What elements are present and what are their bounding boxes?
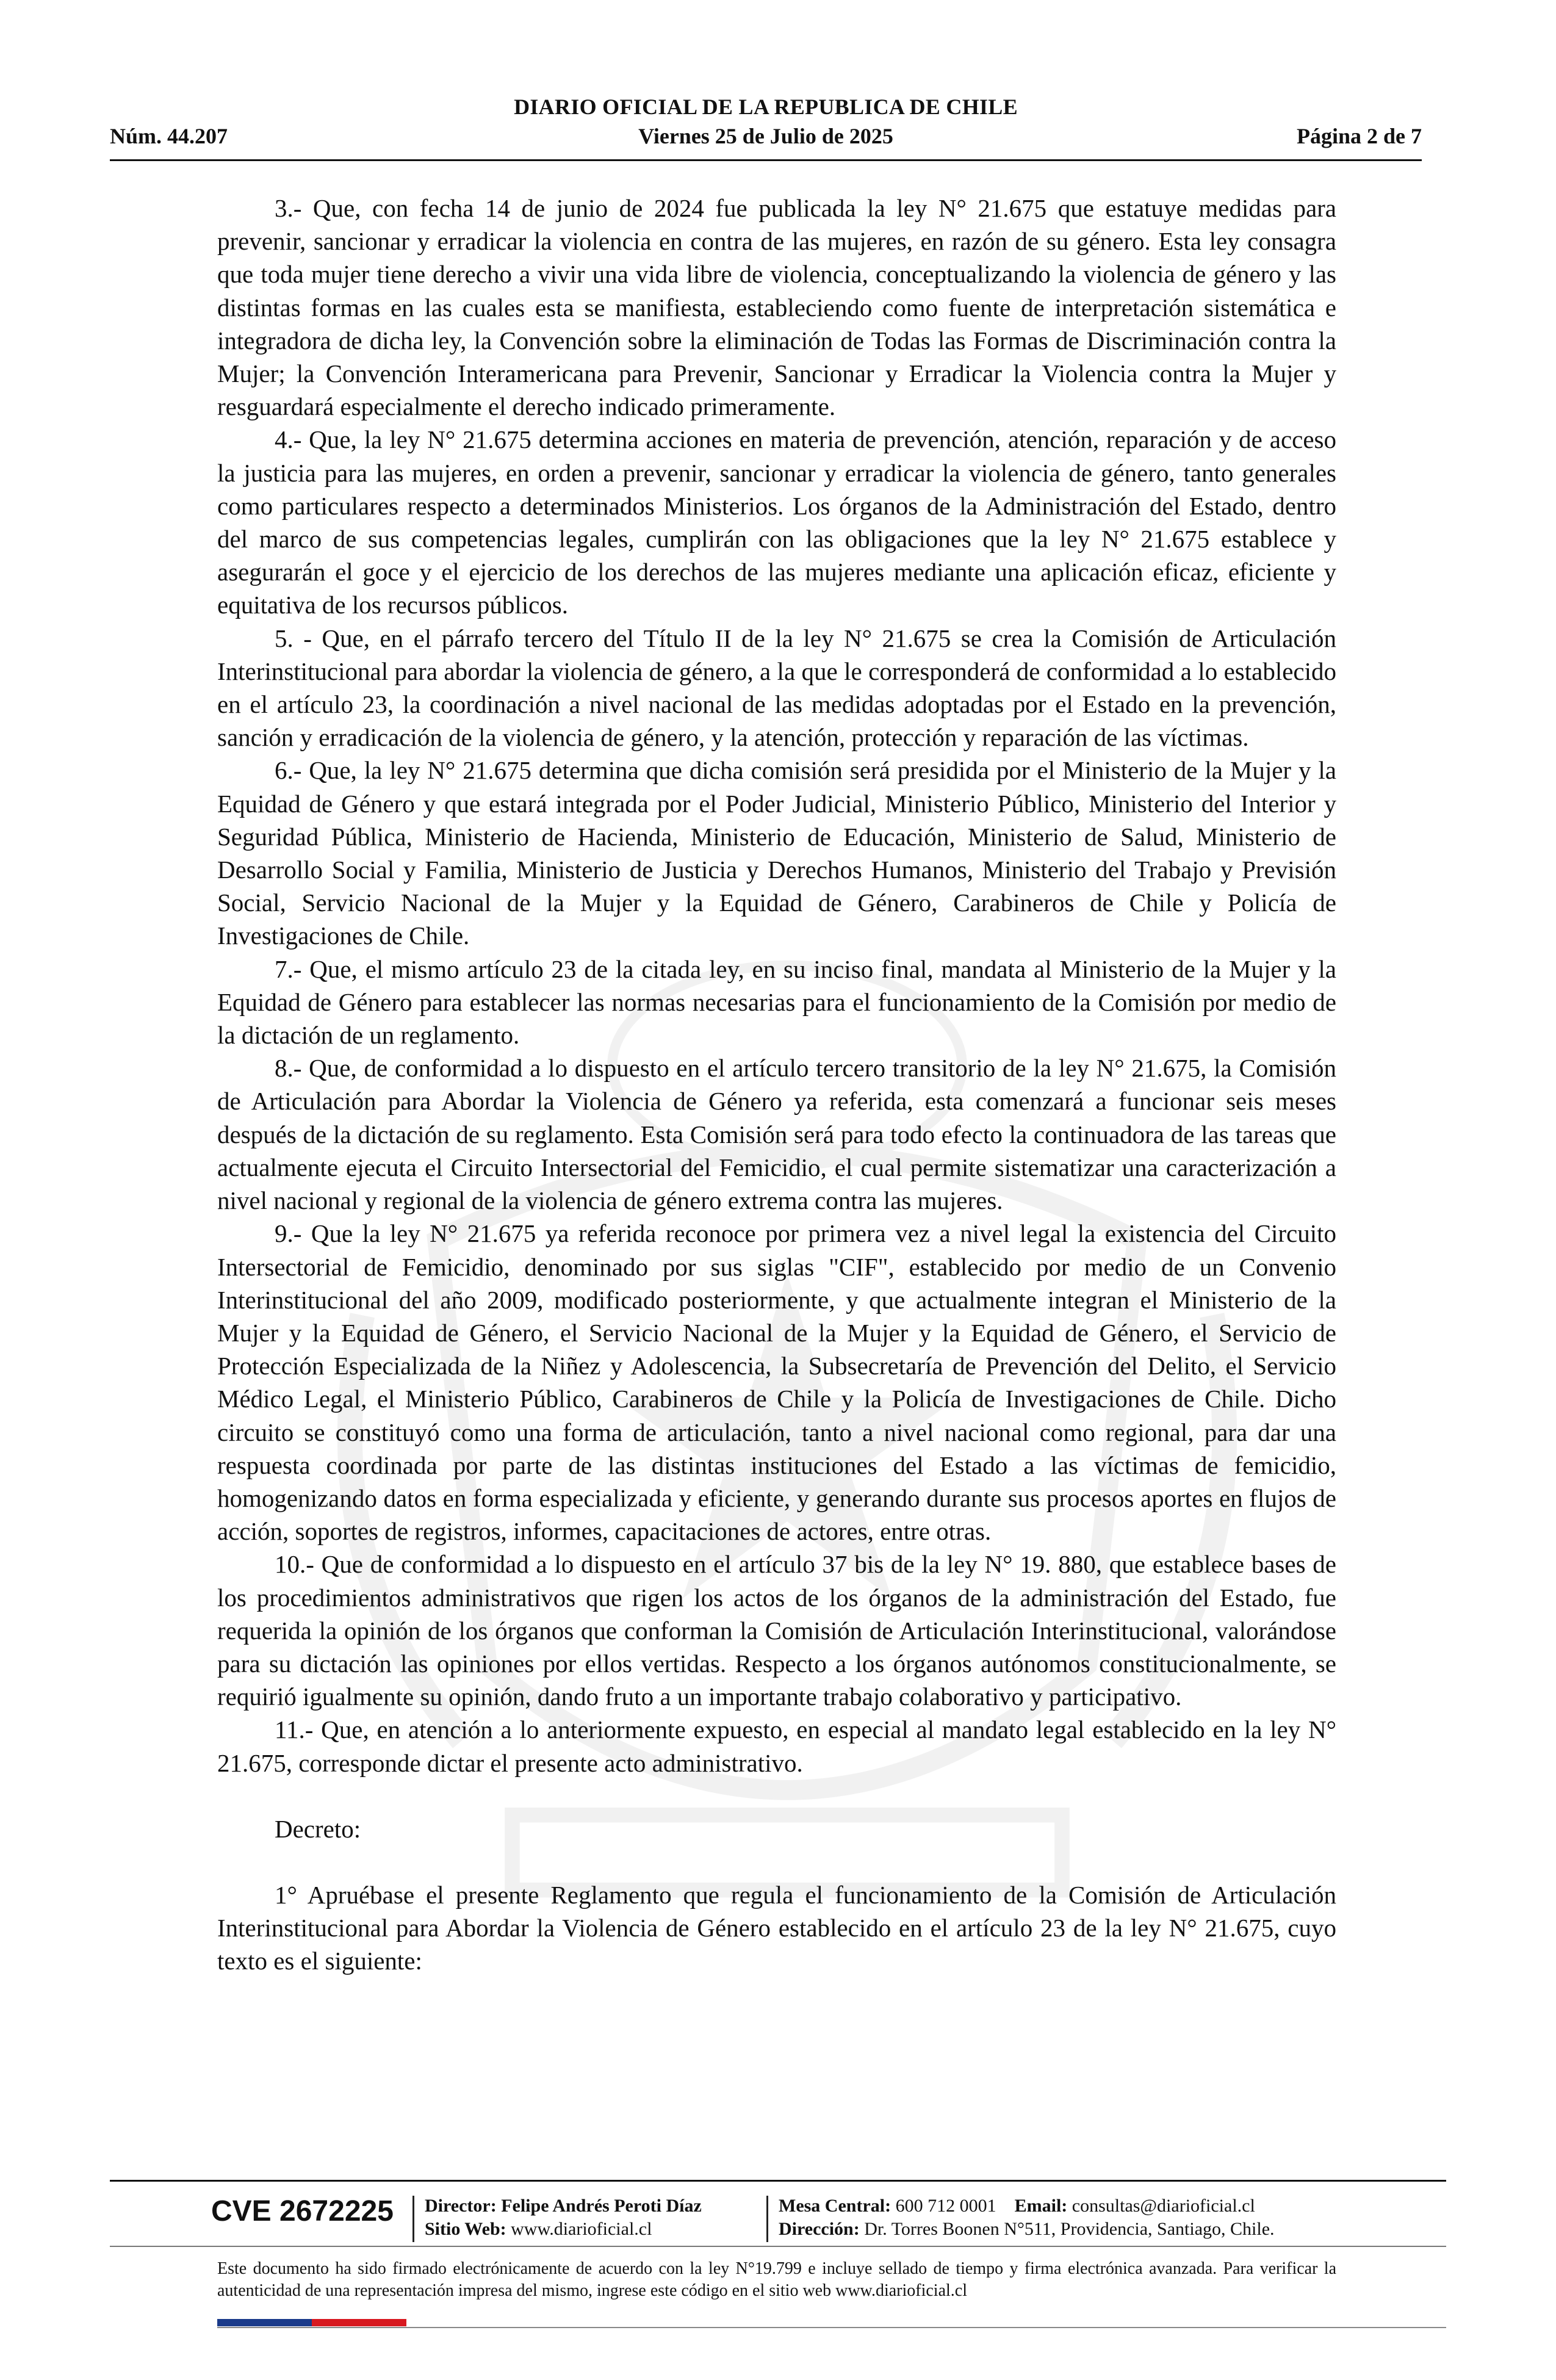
page-header	[110, 93, 1422, 161]
footer-director-block	[425, 2194, 702, 2241]
paragraph-10: 10.- Que de conformidad a lo dispuesto en el artículo 37 bis de la ley N° 19. 880, que establece bases de los procedimientos administrativos que rigen los actos de los órganos de la administración del Estado, fue requerida la opinión de los órganos que conforman la Comisión de Articulación Interinstitucional, valorándose para su dictación las opiniones por ellos vertidas. Respecto a los órganos autónomos constitucionalmente, se requirió igualmente su opinión, dando fruto a un importante trabajo colaborativo y participativo.	[217, 1550, 1336, 1711]
footer-separator	[766, 2196, 768, 2242]
director-name: Felipe Andrés Peroti Díaz	[501, 2196, 702, 2216]
footer-divider-middle	[110, 2246, 1446, 2247]
email-link[interactable]: consultas@diarioficial.cl	[1072, 2196, 1255, 2216]
flag-blue-segment	[217, 2319, 312, 2326]
page-indicator: Página 2 de 7	[1296, 124, 1422, 148]
director-label: Director:	[425, 2196, 497, 2216]
paragraph-3: 3.- Que, con fecha 14 de junio de 2024 fue publicada la ley N° 21.675 que estatuye medidas para prevenir, sancionar y erradicar la violencia en contra de las mujeres, en razón de su género. Esta ley consagra que toda mujer tiene derecho a vivir una vida libre de violencia, conceptualizando la violencia de género y las distintas formas en las cuales esta se manifiesta, estableciendo como fuente de interpretación sistemática e integradora de dicha ley, la Convención sobre la eliminación de Todas las Formas de Discriminación contra la Mujer; la Convención Interamericana para Prevenir, Sancionar y Erradicar la Violencia contra la Mujer y resguardará especialmente el derecho indicado primeramente.	[217, 194, 1336, 421]
chile-flag-stripe	[217, 2319, 406, 2326]
document-body	[217, 192, 1336, 1978]
phone-number: 600 712 0001	[895, 2196, 996, 2216]
header-divider	[110, 159, 1422, 161]
website-link[interactable]: www.diarioficial.cl	[511, 2219, 652, 2239]
newspaper-title: DIARIO OFICIAL DE LA REPUBLICA DE CHILE	[514, 95, 1018, 119]
issue-number: Núm. 44.207	[110, 124, 228, 148]
cve-code: CVE 2672225	[211, 2195, 394, 2227]
paragraph-7: 7.- Que, el mismo artículo 23 de la citada ley, en su inciso final, mandata al Ministerio de la Mujer y la Equidad de Género para establecer las normas necesarias para el funcionamiento de la Comisión por medio de la dictación de un reglamento.	[217, 954, 1336, 1050]
paragraph-5: 5. - Que, en el párrafo tercero del Título II de la ley N° 21.675 se crea la Comisión de Articulación Interinstitucional para abordar la violencia de género, a la que le corresponderá de conformidad a lo establecido en el artículo 23, la coordinación a nivel nacional de las medidas adoptadas por el Estado en la prevención, sanción y erradicación de la violencia de género, y la atención, protección y reparación de las víctimas.	[217, 624, 1336, 752]
footer-divider-bottom	[217, 2327, 1446, 2328]
address-label: Dirección:	[779, 2219, 860, 2239]
paragraph-9: 9.- Que la ley N° 21.675 ya referida reconoce por primera vez a nivel legal la existencia del Circuito Intersectorial de Femicidio, denominado por sus siglas "CIF", establecido por medio de un Convenio Interinstitucional del año 2009, modificado posteriormente, y que actualmente integran el Ministerio de la Mujer y la Equidad de Género, el Servicio Nacional de la Mujer y la Equidad de Género, el Servicio de Protección Especializada de la Niñez y Adolescencia, la Subsecretaría de Prevención del Delito, el Servicio Médico Legal, el Ministerio Público, Carabineros de Chile y la Policía de Investigaciones de Chile. Dicho circuito se constituyó como una forma de articulación, tanto a nivel nacional como regional, para dar una respuesta coordinada por parte de las distintas instituciones del Estado a las víctimas de femicidio, homogenizando datos en forma especializada y eficiente, y generando durante sus procesos aportes en flujos de acción, soportes de registros, informes, capacitaciones de actores, entre otras.	[217, 1219, 1336, 1546]
spacer	[217, 1845, 1336, 1878]
footer-contact-block	[779, 2194, 1275, 2241]
decreto-heading: Decreto:	[275, 1814, 361, 1843]
phone-label: Mesa Central:	[779, 2196, 891, 2216]
paragraph-11: 11.- Que, en atención a lo anteriormente expuesto, en especial al mandato legal establecido en la ley N° 21.675, corresponde dictar el presente acto administrativo.	[217, 1715, 1336, 1777]
paragraph-6: 6.- Que, la ley N° 21.675 determina que dicha comisión será presidida por el Ministerio de la Mujer y la Equidad de Género y que estará integrada por el Poder Judicial, Ministerio Público, Ministerio del Interior y Seguridad Pública, Ministerio de Hacienda, Ministerio de Educación, Ministerio de Salud, Ministerio de Desarrollo Social y Familia, Ministerio de Justicia y Derechos Humanos, Ministerio del Trabajo y Previsión Social, Servicio Nacional de la Mujer y la Equidad de Género, Carabineros de Chile y Policía de Investigaciones de Chile.	[217, 756, 1336, 950]
website-label: Sitio Web:	[425, 2219, 506, 2239]
paragraph-8: 8.- Que, de conformidad a lo dispuesto en el artículo tercero transitorio de la ley N° 21.675, la Comisión de Articulación para Abordar la Violencia de Género ya referida, esta comenzará a funcionar seis meses después de la dictación de su reglamento. Esta Comisión será para todo efecto la continuadora de las tareas que actualmente ejecuta el Circuito Intersectorial del Femicidio, el cual permite sistematizar una caracterización a nivel nacional y regional de la violencia de género extrema contra las mujeres.	[217, 1054, 1336, 1215]
footer-separator	[412, 2196, 414, 2242]
footer-divider-top	[110, 2180, 1446, 2182]
paragraph-4: 4.- Que, la ley N° 21.675 determina acciones en materia de prevención, atención, reparación y de acceso la justicia para las mujeres, en orden a prevenir, sancionar y erradicar la violencia de género, tanto generales como particulares respecto a determinados Ministerios. Los órganos de la Administración del Estado, dentro del marco de sus competencias legales, cumplirán con las obligaciones que la ley N° 21.675 establece y asegurarán el goce y el ejercicio de los derechos de las mujeres mediante una aplicación eficaz, eficiente y equitativa de los recursos públicos.	[217, 425, 1336, 619]
legal-notice: Este documento ha sido firmado electrónicamente de acuerdo con la ley N°19.799 e incluye sellado de tiempo y firma electrónica avanzada. Para verificar la autenticidad de una representación impresa del mismo, ingrese este código en el sitio web www.diarioficial.cl	[217, 2259, 1336, 2300]
address-text: Dr. Torres Boonen N°511, Providencia, Santiago, Chile.	[864, 2219, 1275, 2239]
spacer	[217, 1780, 1336, 1812]
flag-red-segment	[312, 2319, 406, 2326]
decree-article-1: 1° Apruébase el presente Reglamento que regula el funcionamiento de la Comisión de Articulación Interinstitucional para Abordar la Violencia de Género establecido en el artículo 23 de la ley N° 21.675, cuyo texto es el siguiente:	[217, 1880, 1336, 1975]
email-label: Email:	[1014, 2196, 1068, 2216]
issue-date: Viernes 25 de Julio de 2025	[638, 124, 893, 148]
